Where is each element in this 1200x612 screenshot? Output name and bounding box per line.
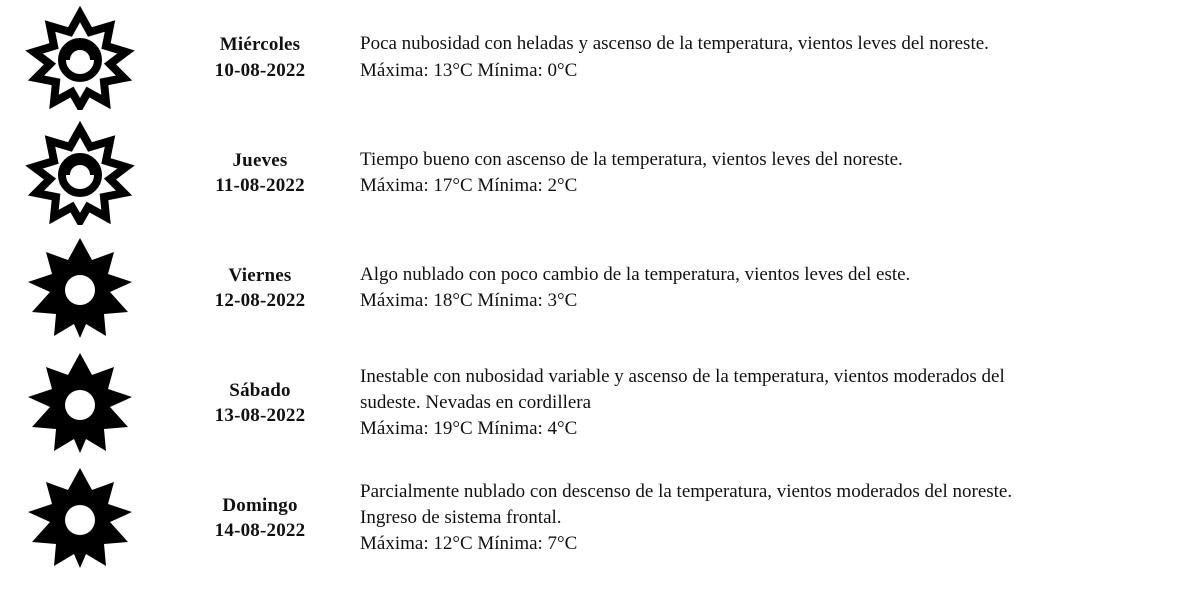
sun-with-clouds-icon [22,121,138,225]
weather-icon-cell [0,121,160,225]
temperature-line: Máxima: 18°C Mínima: 3°C [360,289,578,311]
day-date: 14-08-2022 [214,520,306,542]
day-cell [160,263,360,314]
description-line: Algo nublado con poco cambio de la temperatura, vientos leves del este. [360,263,911,285]
day-cell [160,378,360,429]
sun-icon [22,236,138,340]
day-name: Viernes [228,264,292,286]
day-date: 12-08-2022 [214,289,306,311]
day-name: Sábado [229,379,291,401]
description-line: Ingreso de sistema frontal. [360,507,562,529]
forecast-row [0,115,1200,230]
forecast-description [360,147,1200,199]
sun-with-clouds-icon [22,6,138,110]
day-name: Domingo [222,495,298,517]
description-line: Tiempo bueno con ascenso de la temperatura, vientos leves del noreste. [360,148,903,170]
temperature-line: Máxima: 19°C Mínima: 4°C [360,418,578,440]
day-cell [160,32,360,83]
forecast-row [0,461,1200,576]
description-line: Parcialmente nublado con descenso de la temperatura, vientos moderados del noreste. [360,481,1013,503]
forecast-row [0,230,1200,345]
page-bottom-spacer [0,576,1200,610]
day-cell [160,493,360,544]
description-line: sudeste. Nevadas en cordillera [360,392,592,414]
forecast-description [360,31,1200,83]
weather-icon-cell [0,236,160,340]
forecast-description [360,262,1200,314]
day-name: Miércoles [219,34,301,56]
weather-icon-cell [0,6,160,110]
day-date: 10-08-2022 [214,59,306,81]
description-line: Inestable con nubosidad variable y ascenso de la temperatura, vientos moderados del [360,365,1005,387]
temperature-line: Máxima: 12°C Mínima: 7°C [360,533,578,555]
day-date: 13-08-2022 [214,405,306,427]
temperature-line: Máxima: 13°C Mínima: 0°C [360,59,578,81]
sun-icon [22,351,138,455]
forecast-description [360,479,1200,558]
description-line: Poca nubosidad con heladas y ascenso de la temperatura, vientos leves del noreste. [360,33,989,55]
day-name: Jueves [232,149,288,171]
weather-icon-cell [0,466,160,570]
day-date: 11-08-2022 [215,174,305,196]
day-cell [160,148,360,199]
sun-icon [22,466,138,570]
forecast-description [360,364,1200,443]
weather-icon-cell [0,351,160,455]
forecast-row [0,0,1200,115]
forecast-row [0,346,1200,461]
temperature-line: Máxima: 17°C Mínima: 2°C [360,174,578,196]
